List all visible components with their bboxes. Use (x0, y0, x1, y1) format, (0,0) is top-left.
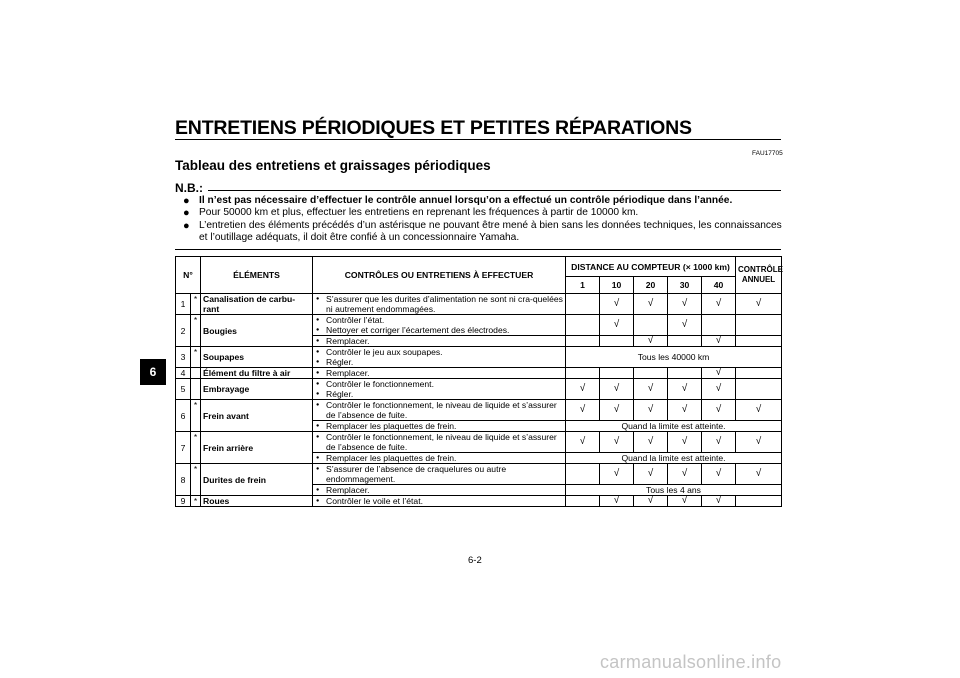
note-text: L’entretien des éléments précédés d’un astérisque ne pouvant être mené à bien sans les données techniques, les connaissances et l’outillage adéquats, il doit être confié à un concessionnaire Yamaha. (199, 219, 782, 244)
notes-list (183, 195, 783, 245)
km-check-cell: √ (634, 294, 668, 315)
km-check-cell: √ (668, 432, 702, 453)
row-action (313, 432, 566, 453)
interval-note: Tous les 40000 km (566, 347, 782, 368)
km-check-cell: √ (702, 336, 736, 347)
km-check-cell: √ (702, 368, 736, 379)
row-element: Canalisation de carbu-rant (201, 294, 313, 315)
action-item: ● Contrôler le voile et l’état. (315, 496, 563, 506)
km-check-cell (702, 315, 736, 336)
km-check-cell: √ (600, 400, 634, 421)
km-check-cell: √ (600, 315, 634, 336)
km-check-cell: √ (566, 400, 600, 421)
note-item (183, 220, 783, 245)
interval-note: Quand la limite est atteinte. (566, 421, 782, 432)
table-row (176, 315, 782, 336)
notes-separator (175, 249, 781, 250)
annual-check-cell (736, 379, 782, 400)
action-item: ● Contrôler le fonctionnement. (315, 379, 563, 389)
page-number: 6-2 (468, 555, 482, 566)
row-element: Embrayage (201, 379, 313, 400)
note-item (183, 207, 783, 219)
row-number: 7 (176, 432, 191, 464)
note-text: Pour 50000 km et plus, effectuer les entretiens en reprenant les fréquences à partir de 10000 km. (199, 207, 639, 219)
interval-note: Quand la limite est atteinte. (566, 453, 782, 464)
row-asterisk: * (191, 315, 201, 347)
row-number: 4 (176, 368, 191, 379)
km-check-cell: √ (702, 432, 736, 453)
km-check-cell (566, 336, 600, 347)
annual-check-cell (736, 368, 782, 379)
km-check-cell: √ (600, 379, 634, 400)
row-element: Roues (201, 496, 313, 507)
row-action (313, 294, 566, 315)
action-item: ● Régler. (315, 389, 563, 399)
km-check-cell (566, 464, 600, 485)
row-element: Élément du filtre à air (201, 368, 313, 379)
km-check-cell: √ (600, 464, 634, 485)
km-check-cell: √ (668, 464, 702, 485)
row-action (313, 453, 566, 464)
header-action: CONTRÔLES OU ENTRETIENS À EFFECTUER (313, 257, 566, 294)
action-item: ● Contrôler le fonctionnement, le niveau de liquide et s’assurer de l’absence de fuite. (315, 400, 563, 420)
annual-check-cell: √ (736, 432, 782, 453)
header-km: 30 (668, 277, 702, 294)
row-asterisk: * (191, 496, 201, 507)
action-item: ● Nettoyer et corriger l’écartement des électrodes. (315, 325, 563, 335)
annual-check-cell (736, 315, 782, 336)
km-check-cell (600, 336, 634, 347)
row-action (313, 315, 566, 336)
row-element: Frein avant (201, 400, 313, 432)
km-check-cell: √ (634, 496, 668, 507)
table-row (176, 464, 782, 485)
title-rule (175, 139, 781, 140)
interval-note: Tous les 4 ans (566, 485, 782, 496)
km-check-cell: √ (634, 432, 668, 453)
note-item (183, 195, 783, 207)
km-check-cell: √ (634, 400, 668, 421)
km-check-cell: √ (600, 432, 634, 453)
km-check-cell (600, 368, 634, 379)
header-element: ÉLÉMENTS (201, 257, 313, 294)
row-action (313, 347, 566, 368)
action-item: ● Remplacer. (315, 485, 563, 495)
action-item: ● Contrôler le fonctionnement, le niveau de liquide et s’assurer de l’absence de fuite. (315, 432, 563, 452)
header-num: N° (176, 257, 201, 294)
header-km: 40 (702, 277, 736, 294)
km-check-cell (634, 315, 668, 336)
row-action (313, 336, 566, 347)
km-check-cell (668, 336, 702, 347)
action-item: ● S’assurer que les durites d’alimentation ne sont ni cra-quelées ni autrement endommagées. (315, 294, 563, 314)
km-check-cell: √ (600, 294, 634, 315)
km-check-cell: √ (702, 496, 736, 507)
row-action (313, 379, 566, 400)
nb-label: N.B.: (175, 181, 203, 195)
table-row (176, 432, 782, 453)
table-row (176, 294, 782, 315)
row-asterisk (191, 368, 201, 379)
km-check-cell (566, 368, 600, 379)
table-row (176, 368, 782, 379)
annual-check-cell (736, 496, 782, 507)
row-asterisk (191, 379, 201, 400)
bullet-icon: ● (183, 207, 190, 220)
maintenance-table (175, 256, 782, 507)
annual-check-cell: √ (736, 294, 782, 315)
section-title: Tableau des entretiens et graissages périodiques (175, 158, 491, 173)
km-check-cell: √ (702, 379, 736, 400)
annual-check-cell: √ (736, 400, 782, 421)
action-item: ● Remplacer les plaquettes de frein. (315, 421, 563, 431)
action-item: ● Remplacer. (315, 336, 563, 346)
annual-check-cell: √ (736, 464, 782, 485)
row-action (313, 400, 566, 421)
action-item: ● Contrôler le jeu aux soupapes. (315, 347, 563, 357)
km-check-cell: √ (702, 294, 736, 315)
action-item: ● Régler. (315, 357, 563, 367)
km-check-cell: √ (668, 379, 702, 400)
km-check-cell: √ (566, 432, 600, 453)
km-check-cell: √ (668, 496, 702, 507)
km-check-cell (566, 315, 600, 336)
km-check-cell: √ (668, 315, 702, 336)
bullet-icon: ● (183, 219, 190, 232)
header-km: 1 (566, 277, 600, 294)
header-annual: CONTRÔLE ANNUEL (736, 257, 782, 294)
table-row (176, 379, 782, 400)
km-check-cell: √ (634, 379, 668, 400)
row-asterisk: * (191, 400, 201, 432)
row-action (313, 496, 566, 507)
table-row (176, 400, 782, 421)
action-item: ● S’assurer de l’absence de craquelures ou autre endommagement. (315, 464, 563, 484)
row-action (313, 368, 566, 379)
row-element: Bougies (201, 315, 313, 347)
km-check-cell: √ (702, 400, 736, 421)
km-check-cell: √ (634, 464, 668, 485)
action-item: ● Contrôler l’état. (315, 315, 563, 325)
km-check-cell (566, 496, 600, 507)
km-check-cell: √ (702, 464, 736, 485)
header-km: 20 (634, 277, 668, 294)
watermark: carmanualsonline.info (600, 652, 782, 672)
row-action (313, 485, 566, 496)
row-number: 9 (176, 496, 191, 507)
row-asterisk: * (191, 294, 201, 315)
km-check-cell: √ (668, 294, 702, 315)
action-item: ● Remplacer les plaquettes de frein. (315, 453, 563, 463)
km-check-cell: √ (600, 496, 634, 507)
header-km: 10 (600, 277, 634, 294)
row-element: Soupapes (201, 347, 313, 368)
action-item: ● Remplacer. (315, 368, 563, 378)
chapter-tab: 6 (140, 359, 166, 385)
annual-check-cell (736, 336, 782, 347)
table-row (176, 347, 782, 368)
km-check-cell (634, 368, 668, 379)
page-title: ENTRETIENS PÉRIODIQUES ET PETITES RÉPARATIONS (175, 117, 692, 139)
header-distance: DISTANCE AU COMPTEUR (× 1000 km) (566, 257, 736, 277)
table-row (176, 496, 782, 507)
row-number: 2 (176, 315, 191, 347)
nb-rule (208, 190, 781, 191)
row-action (313, 464, 566, 485)
row-number: 6 (176, 400, 191, 432)
row-number: 3 (176, 347, 191, 368)
document-code: FAU17705 (752, 150, 783, 157)
row-number: 8 (176, 464, 191, 496)
note-text: Il n’est pas nécessaire d’effectuer le contrôle annuel lorsqu’on a effectué un contrôle périodique dans l’année. (199, 195, 733, 206)
km-check-cell (668, 368, 702, 379)
row-element: Frein arrière (201, 432, 313, 464)
km-check-cell: √ (668, 400, 702, 421)
row-asterisk: * (191, 347, 201, 368)
row-number: 1 (176, 294, 191, 315)
row-element: Durites de frein (201, 464, 313, 496)
row-number: 5 (176, 379, 191, 400)
km-check-cell: √ (566, 379, 600, 400)
km-check-cell (566, 294, 600, 315)
row-action (313, 421, 566, 432)
bullet-icon: ● (183, 195, 190, 207)
km-check-cell: √ (634, 336, 668, 347)
row-asterisk: * (191, 432, 201, 464)
row-asterisk: * (191, 464, 201, 496)
